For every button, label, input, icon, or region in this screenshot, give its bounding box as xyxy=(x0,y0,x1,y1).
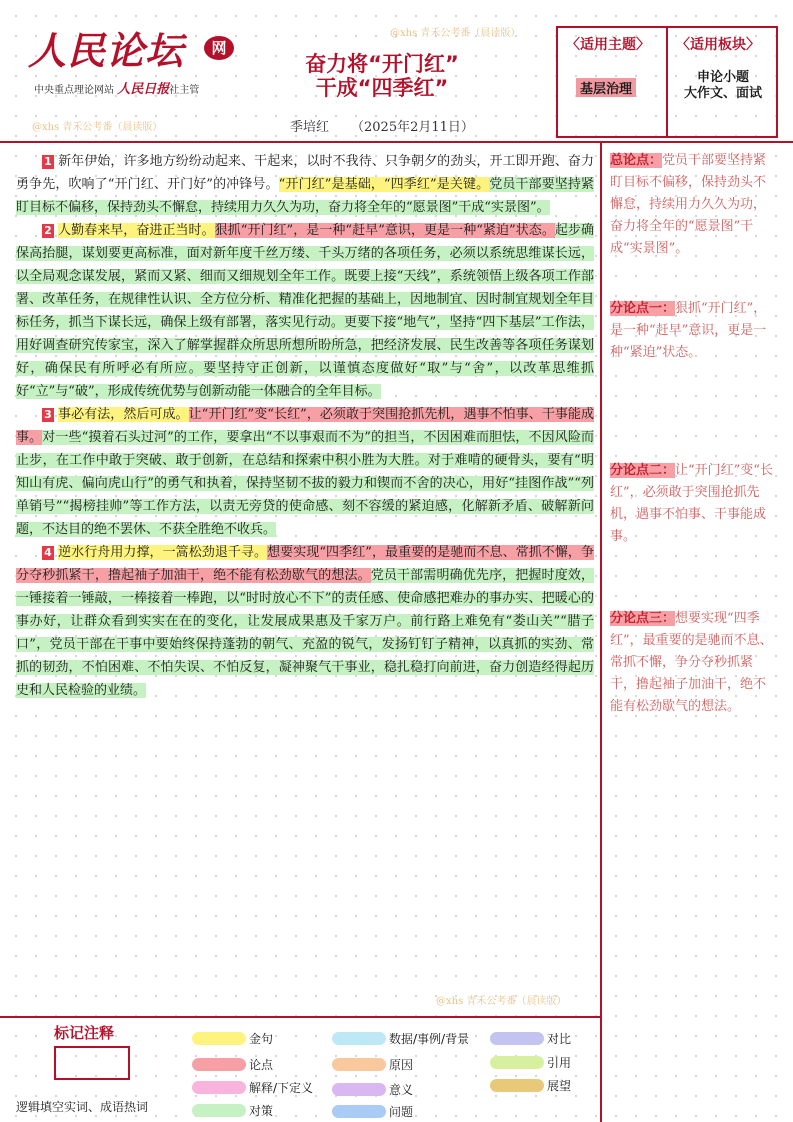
side-note-label: 分论点二： xyxy=(610,463,676,478)
header-rule xyxy=(0,141,793,143)
publish-date: （2025年2月11日） xyxy=(351,120,474,135)
golden-sentence: 逆水行舟用力撑，一篙松劲退千寻。 xyxy=(58,545,268,560)
title-line-2: 干成“四季红” xyxy=(315,76,449,100)
legend-swatch xyxy=(192,1081,246,1094)
paragraph-number: 4 xyxy=(42,546,54,560)
side-note-text: 党员干部要坚持紧盯目标不偏移，保持劲头不懈怠，持续用力久久为功，奋力将全年的“愿景图”干成“实景图”。 xyxy=(610,153,767,256)
author: 季培红 xyxy=(290,120,330,135)
legend-label: 问题 xyxy=(389,1105,414,1119)
legend-item-quote xyxy=(490,1053,571,1073)
legend-item-point xyxy=(192,1055,273,1075)
side-note-label: 分论点一： xyxy=(610,301,676,316)
legend-item-reason xyxy=(332,1055,413,1075)
legend-swatch xyxy=(490,1032,544,1045)
legend-item-measures xyxy=(192,1101,273,1121)
plain-text: 新年伊始，许多地方纷纷动起来、干起来，以时不我待、只争朝夕的劲头，开工即开跑、奋力勇争先，吹响了“开门红、开门好”的冲锋号。 xyxy=(16,154,594,192)
sub-thesis: 想要实现“四季红”，最重要的是驰而不息、常抓不懈，争分夺秒抓紧干，撸起袖子加油干，绝不能有松劲歇气的想法。 xyxy=(16,545,594,583)
watermark-top: @xhs 青禾公考番（晨读版） xyxy=(390,28,521,39)
legend-label: 原因 xyxy=(389,1058,414,1072)
paragraph-4 xyxy=(16,541,594,702)
board-value-1: 申论小题 xyxy=(696,70,749,85)
golden-sentence: 人勤春来早，奋进正当时。 xyxy=(58,223,215,238)
site-logo xyxy=(24,20,234,100)
legend-item-data xyxy=(332,1029,469,1049)
legend-swatch xyxy=(192,1032,246,1045)
legend-label: 意义 xyxy=(389,1083,414,1097)
legend-label: 解释/下定义 xyxy=(249,1081,314,1095)
legend-label: 金句 xyxy=(249,1032,274,1046)
side-column-rule xyxy=(600,141,602,1122)
legend-item-problem xyxy=(332,1102,413,1122)
legend-rule xyxy=(0,1016,602,1018)
paragraph-3 xyxy=(16,403,594,541)
legend-swatch xyxy=(332,1058,386,1071)
legend-blank-box xyxy=(54,1046,130,1080)
article-title xyxy=(262,52,502,100)
side-note-sub-thesis-3 xyxy=(610,608,778,718)
paragraph-number: 2 xyxy=(42,224,54,238)
side-note-main-thesis xyxy=(610,150,778,260)
paragraph-number: 3 xyxy=(42,408,54,422)
legend-item-contrast xyxy=(490,1029,571,1049)
title-line-1: 奋力将“开门红” xyxy=(305,52,459,76)
side-note-text: 让“开门红”变“长红”，必须敢于突围抢抓先机，遇事不怕事、干事能成事。 xyxy=(610,463,773,544)
box-divider xyxy=(666,28,668,136)
theme-value: 基层治理 xyxy=(576,78,636,97)
measures-text: 起步确保高抬腿，谋划要更高标准，面对新年度千丝万缕、千头万绪的各项任务，必须以系统思维谋长远，以全局观念谋发展，紧而又紧、细而又细规划全年工作。既要上接“天线”，系统领悟上级各项工作部署、改革任务，在规律性认识、全方位分析、精准化把握的基础上，因地制宜、因时制宜规划全年目标任务，抓当下谋长远，确保上级有部署，落实见行动。更要下接“地气”，坚持“四下基层”工作法，用好调查研究传家宝，深入了解掌握群众所思所想所盼所急，把经济发展、民生改善等各项任务谋划好，确保民有所呼必有所应。要坚持守正创新，以谨慎态度做好“取”与“舍”，以改革思维抓好“立”与“破”，形成传统优势与创新动能一体融合的全年目标。 xyxy=(16,223,594,399)
legend-label: 展望 xyxy=(547,1079,572,1093)
side-note-sub-thesis-1 xyxy=(610,298,778,364)
side-note-text: 狠抓“开门红”，是一种“赶早”意识，更是一种“紧迫”状态。 xyxy=(610,301,767,360)
legend-label: 对策 xyxy=(249,1104,274,1118)
legend-swatch xyxy=(332,1083,386,1096)
logo-subtitle xyxy=(34,78,199,97)
legend-item-definition xyxy=(192,1078,313,1098)
legend-swatch xyxy=(332,1032,386,1045)
legend-label: 引用 xyxy=(547,1056,572,1070)
legend-item-gold xyxy=(192,1029,273,1049)
paragraph-1 xyxy=(16,150,594,219)
logo-sub-site: 中央重点理论网站 xyxy=(34,85,114,96)
legend-swatch xyxy=(332,1105,386,1118)
legend-note: 逻辑填空实词、成语热词 xyxy=(16,1100,149,1114)
measures-text: 党员干部需明确优先序，把握时度效，一锤接着一锤敲，一棒接着一棒跑，以“时时放心不下”的责任感、使命感把难办的事办实、把暖心的事办好，让群众看到实实在在的变化，让发展成果惠及千家万户。前行路上难免有“娄山关”“腊子口”，党员干部在干事中要始终保持蓬勃的朝气、充盈的锐气，发扬钉钉子精神，以真抓的实劲、常抓的韧劲，不怕困难、不怕失误、不怕反复，凝神聚气干事业，稳扎稳打向前进，奋力创造经得起历史和人民检验的业绩。 xyxy=(16,568,594,698)
legend-title: 标记注释 xyxy=(54,1024,115,1042)
legend-label: 对比 xyxy=(547,1032,572,1046)
main-thesis: 党员干部要坚持紧盯目标不偏移，保持劲头不懈怠，持续用力久久为功，奋力将全年的“愿景图”干成“实景图”。 xyxy=(16,177,594,215)
legend-swatch xyxy=(490,1056,544,1069)
logo-badge: 网 xyxy=(204,36,234,60)
legend-label: 论点 xyxy=(249,1058,274,1072)
paragraph-2 xyxy=(16,219,594,403)
sub-thesis: 让“开门红”变“长红”，必须敢于突围抢抓先机，遇事不怕事、干事能成事。 xyxy=(16,407,594,445)
golden-sentence: “开门红”是基础，“四季红”是关键。 xyxy=(278,177,490,192)
logo-sub-paper: 人民日报 xyxy=(117,82,170,97)
logo-wordmark: 人民论坛 xyxy=(28,28,185,73)
golden-sentence: 事必有法，然后可成。 xyxy=(58,407,189,422)
legend-swatch xyxy=(192,1104,246,1117)
legend-swatch xyxy=(490,1079,544,1092)
sub-thesis: 狠抓“开门红”，是一种“赶早”意识，更是一种“紧迫”状态。 xyxy=(214,223,555,238)
board-label: 〈适用板块〉 xyxy=(676,37,760,53)
watermark-left: @xhs 青禾公考番（晨读版） xyxy=(32,122,163,133)
logo-sub-suffix: 社主管 xyxy=(169,85,200,96)
byline xyxy=(290,116,474,135)
paragraph-number: 1 xyxy=(42,155,54,169)
side-note-text: 想要实现“四季红”，最重要的是驰而不息、常抓不懈，争分夺秒抓紧干，撸起袖子加油干，绝不能有松劲歇气的想法。 xyxy=(610,611,773,714)
legend-swatch xyxy=(192,1058,246,1071)
side-note-label: 总论点： xyxy=(610,153,663,168)
applicability-box xyxy=(556,26,778,138)
theme-label: 〈适用主题〉 xyxy=(566,37,650,53)
measures-text: 对一些“摸着石头过河”的工作，要拿出“不以事艰而不为”的担当，不因困难而胆怯，不因风险而止步，在工作中敢于突破、敢于创新，在总结和探索中积小胜为大胜。对于难啃的硬骨头，要有“明知山有虎、偏向虎山行”的勇气和执着，保持坚韧不拔的毅力和锲而不舍的决心，用好“挂图作战”“列单销号”“揭榜挂帅”等工作方法，以责无旁贷的使命感、刻不容缓的紧迫感，化解新矛盾、破解新问题，不达目的绝不罢休、不获全胜绝不收兵。 xyxy=(16,430,594,537)
board-value-2: 大作文、面试 xyxy=(683,86,762,101)
board-value xyxy=(670,70,776,102)
legend-item-significance xyxy=(332,1080,413,1100)
side-note-label: 分论点三： xyxy=(610,611,676,626)
legend-item-outlook xyxy=(490,1076,571,1096)
watermark-bottom: @xhs 青禾公考番（晨读版） xyxy=(436,996,567,1007)
article-body xyxy=(16,150,594,702)
side-note-sub-thesis-2 xyxy=(610,460,778,548)
legend-label: 数据/事例/背景 xyxy=(389,1032,470,1046)
